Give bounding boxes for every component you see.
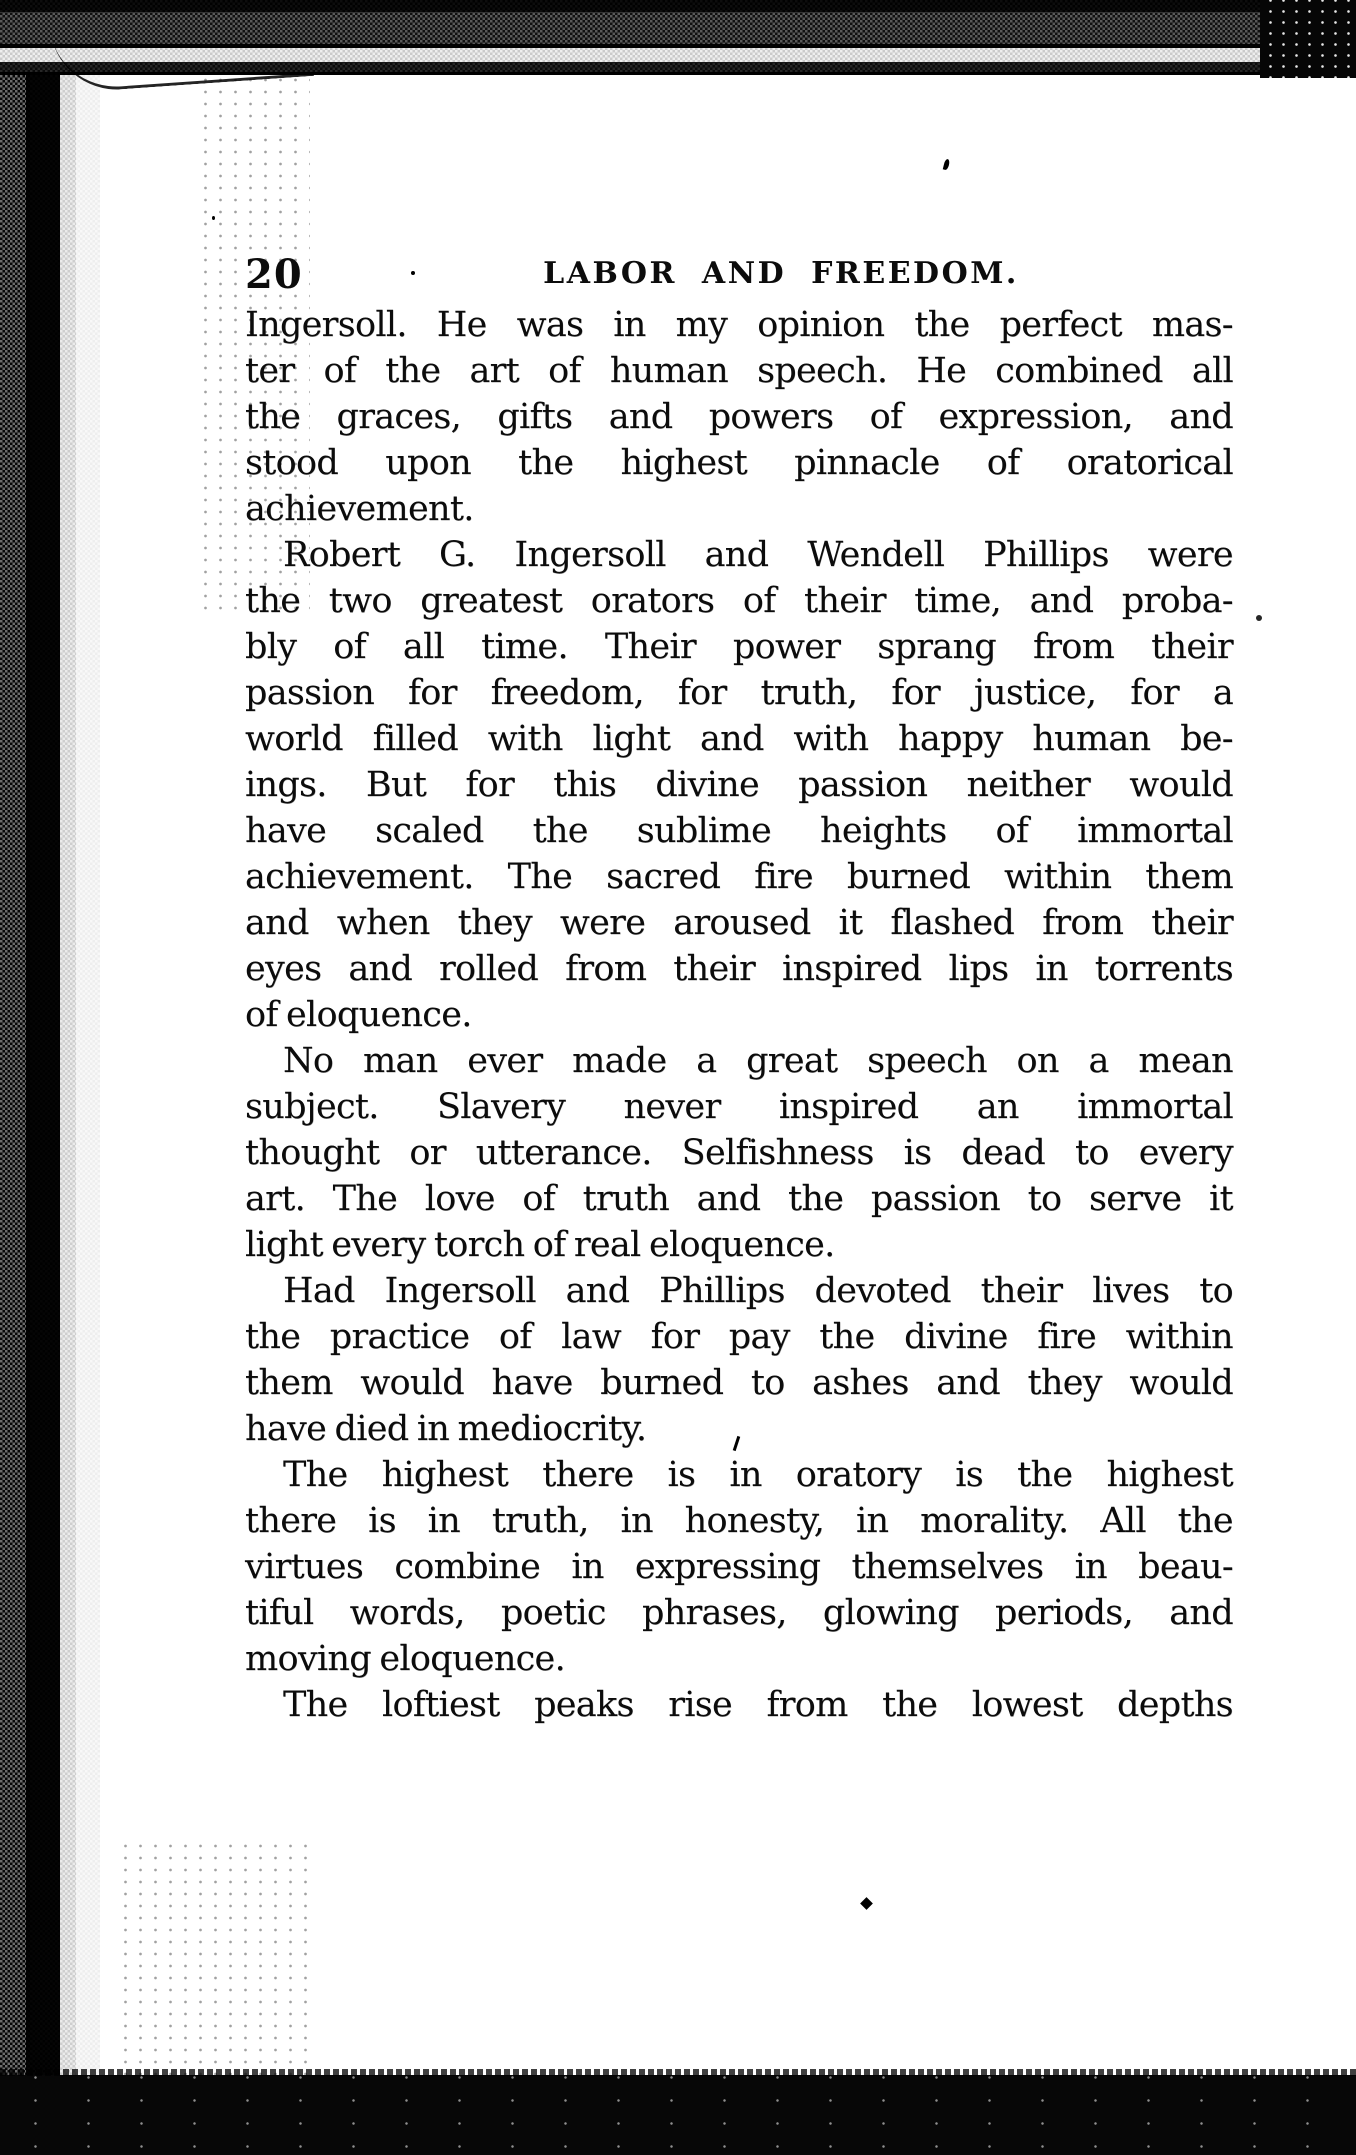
book-edge-texture-bottom	[0, 2075, 1356, 2155]
text-line: achievement. The sacred fire burned within them	[245, 857, 1233, 897]
ink-speck	[212, 216, 215, 220]
text-line: world filled with light and with happy human be-	[245, 719, 1233, 759]
text-line: Ingersoll. He was in my opinion the perfect mas-	[245, 305, 1233, 345]
page-number: 20	[245, 251, 303, 298]
text-line: the practice of law for pay the divine fire within	[245, 1317, 1233, 1357]
ink-speck	[1256, 615, 1262, 621]
ink-speck	[943, 159, 951, 171]
ink-speck	[860, 1897, 873, 1910]
paragraph	[245, 532, 1233, 1038]
page-content	[245, 251, 1233, 1728]
text-line: Had Ingersoll and Phillips devoted their lives to	[283, 1271, 1233, 1311]
text-line: subject. Slavery never inspired an immortal	[245, 1087, 1233, 1127]
paragraph	[245, 1268, 1233, 1452]
text-line: and when they were aroused it flashed from their	[245, 903, 1233, 943]
text-line: have died in mediocrity.	[245, 1409, 647, 1449]
text-line: The highest there is in oratory is the highest	[283, 1455, 1233, 1495]
text-line: The loftiest peaks rise from the lowest depths	[283, 1685, 1233, 1725]
text-line: the graces, gifts and powers of expression, and	[245, 397, 1233, 437]
text-line: Robert G. Ingersoll and Wendell Phillips were	[283, 535, 1233, 575]
body-text	[245, 302, 1233, 1728]
text-line: eyes and rolled from their inspired lips in torrents	[245, 949, 1233, 989]
text-line: have scaled the sublime heights of immortal	[245, 811, 1233, 851]
text-line: them would have burned to ashes and they would	[245, 1363, 1233, 1403]
text-line: No man ever made a great speech on a mean	[283, 1041, 1233, 1081]
book-edge-texture-left	[0, 0, 100, 2155]
paragraph	[245, 302, 1233, 532]
text-line: ings. But for this divine passion neither would	[245, 765, 1233, 805]
text-line: there is in truth, in honesty, in morality. All the	[245, 1501, 1233, 1541]
gutter-shadow-dots-bottom	[118, 1840, 308, 2075]
paragraph	[245, 1452, 1233, 1682]
text-line: achievement.	[245, 489, 474, 529]
scan-corner-blot	[1260, 0, 1356, 78]
text-line: bly of all time. Their power sprang from their	[245, 627, 1233, 667]
running-title: LABOR AND FREEDOM.	[543, 256, 1019, 291]
text-line: tiful words, poetic phrases, glowing periods, and	[245, 1593, 1233, 1633]
paragraph	[245, 1038, 1233, 1268]
text-line: the two greatest orators of their time, and proba-	[245, 581, 1233, 621]
text-line: art. The love of truth and the passion to serve it	[245, 1179, 1233, 1219]
page-header	[245, 251, 1233, 300]
text-line: of eloquence.	[245, 995, 472, 1035]
ink-speck	[411, 271, 415, 275]
text-line: thought or utterance. Selfishness is dead to every	[245, 1133, 1233, 1173]
text-line: moving eloquence.	[245, 1639, 565, 1679]
paragraph	[245, 1682, 1233, 1728]
text-line: passion for freedom, for truth, for justice, for a	[245, 673, 1233, 713]
text-line: virtues combine in expressing themselves in beau-	[245, 1547, 1233, 1587]
text-line: ter of the art of human speech. He combined all	[245, 351, 1233, 391]
text-line: light every torch of real eloquence.	[245, 1225, 835, 1265]
text-line: stood upon the highest pinnacle of oratorical	[245, 443, 1233, 483]
